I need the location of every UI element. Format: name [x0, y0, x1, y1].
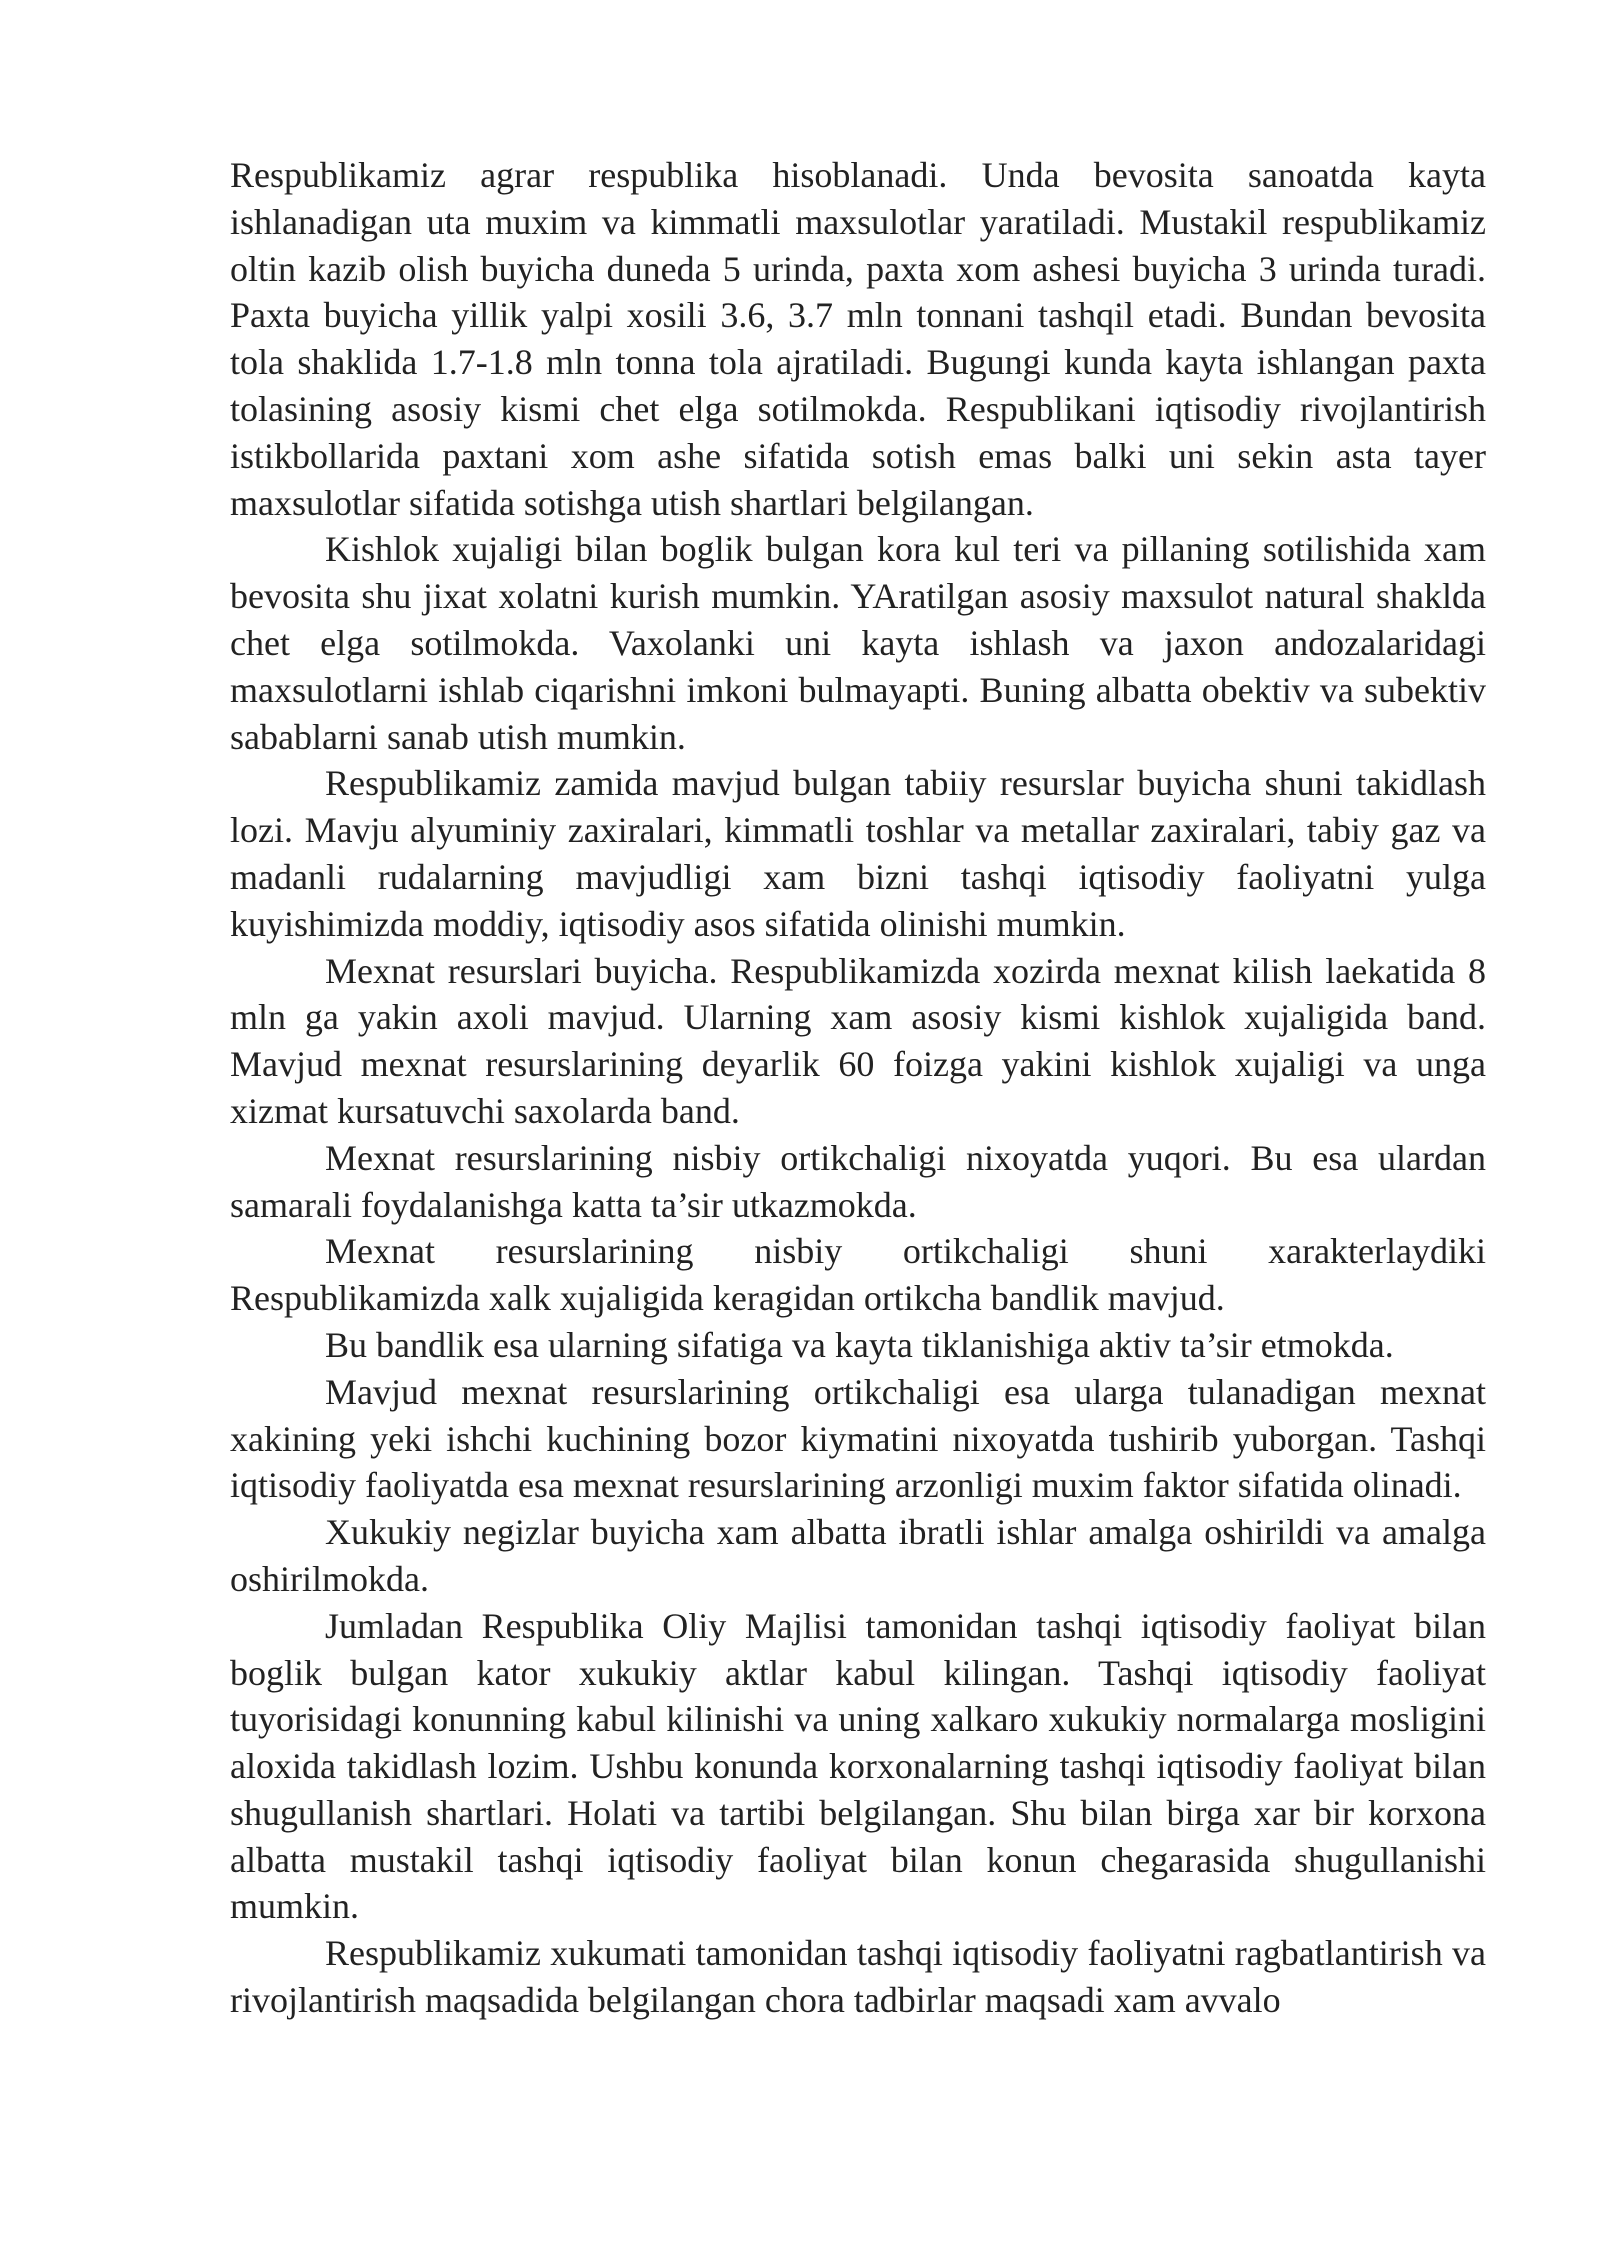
paragraph-9: Xukukiy negizlar buyicha xam albatta ibratli ishlar amalga oshirildi va amalga oshirilmokda.: [230, 1512, 1486, 1599]
paragraph-1: Respublikamiz agrar respublika hisoblanadi. Unda bevosita sanoatda kayta ishlanadigan uta muxim va kimmatli maxsulotlar yaratiladi. Mustakil respublikamiz oltin kazib olish buyicha duneda 5 urinda, paxta xom ashesi buyicha 3 urinda turadi. Paxta buyicha yillik yalpi xosili 3.6, 3.7 mln tonnani tashqil etadi. Bundan bevosita tola shaklida 1.7-1.8 mln tonna tola ajratiladi. Bugungi kunda kayta ishlangan paxta tolasining asosiy kismi chet elga sotilmokda. Respublikani iqtisodiy rivojlantirish istikbollarida paxtani xom ashe sifatida sotish emas balki uni sekin asta tayer maxsulotlar sifatida sotishga utish shartlari belgilangan.: [230, 155, 1486, 523]
paragraph-2: Kishlok xujaligi bilan boglik bulgan kora kul teri va pillaning sotilishida xam bevosita shu jixat xolatni kurish mumkin. YAratilgan asosiy maxsulot natural shakldа chet elga sotilmokda. Vaxolanki uni kayta ishlash va jaxon andozalaridagi maxsulotlarni ishlab ciqarishni imkoni bulmayapti. Buning albatta obektiv va subektiv sabablarni sanab utish mumkin.: [230, 529, 1486, 757]
paragraph-11: Respublikamiz xukumati tamonidan tashqi iqtisodiy faoliyatni ragbatlantirish va rivojlantirish maqsadida belgilangan chora tadbirlar maqsadi xam avvalo: [230, 1933, 1486, 2021]
paragraph-3: Respublikamiz zamida mavjud bulgan tabiiy resurslar buyicha shuni takidlash lozi. Mavju alyuminiy zaxiralari, kimmatli toshlar va metallar zaxiralari, tabiy gaz va madanli rudalarning mavjudligi xam bizni tashqi iqtisodiy faoliyatni yulga kuyishimizda moddiy, iqtisodiy asos sifatida olinishi mumkin.: [230, 763, 1486, 944]
paragraph-5: Mexnat resurslarining nisbiy ortikchaligi nixoyatda yuqori. Bu esa ulardan samarali foydalanishga katta ta’sir utkazmokda.: [230, 1137, 1486, 1225]
paragraph-4: Mexnat resurslari buyicha. Respublikamizda xozirda mexnat kilish laekatida 8 mln ga yakin axoli mavjud. Ularning xam asosiy kismi kishlok xujaligida band. Mavjud mexnat resurslarining deyarlik 60 foizga yakini kishlok xujaligi va unga xizmat kursatuvchi saxolarda band.: [230, 950, 1486, 1131]
paragraph-6: Mexnat resurslarining nisbiy ortikchaligi shuni xarakterlaydiki Respublikamizda xalk xujaligida keragidan ortikcha bandlik mavjud.: [230, 1231, 1486, 1319]
document-page: [230, 152, 1486, 2024]
paragraph-10: Jumladan Respublika Oliy Majlisi tamonidan tashqi iqtisodiy faoliyat bilan boglik bulgan kator xukukiy aktlar kabul kilingan. Tashqi iqtisodiy faoliyat tuyorisidagi konunning kabul kilinishi va uning xalkaro xukukiy normalarga mosligini aloxida takidlash lozim. Ushbu konunda korxonalarning tashqi iqtisodiy faoliyat bilan shugullanish shartlari. Holati va tartibi belgilangan. Shu bilan birga xar bir korxona albatta mustakil tashqi iqtisodiy faoliyat bilan konun chegarasida shugullanishi mumkin.: [230, 1605, 1486, 1927]
paragraph-8: Mavjud mexnat resurslarining ortikchaligi esa ularga tulanadigan mexnat xakining yeki ishchi kuchining bozor kiymatini nixoyatda tushirib yuborgan. Tashqi iqtisodiy faoliyatda esa mexnat resurslarining arzonligi muxim faktor sifatida olinadi.: [230, 1371, 1486, 1506]
paragraph-7: Bu bandlik esa ularning sifatiga va kayta tiklanishiga aktiv ta’sir etmokda.: [325, 1324, 1394, 1365]
